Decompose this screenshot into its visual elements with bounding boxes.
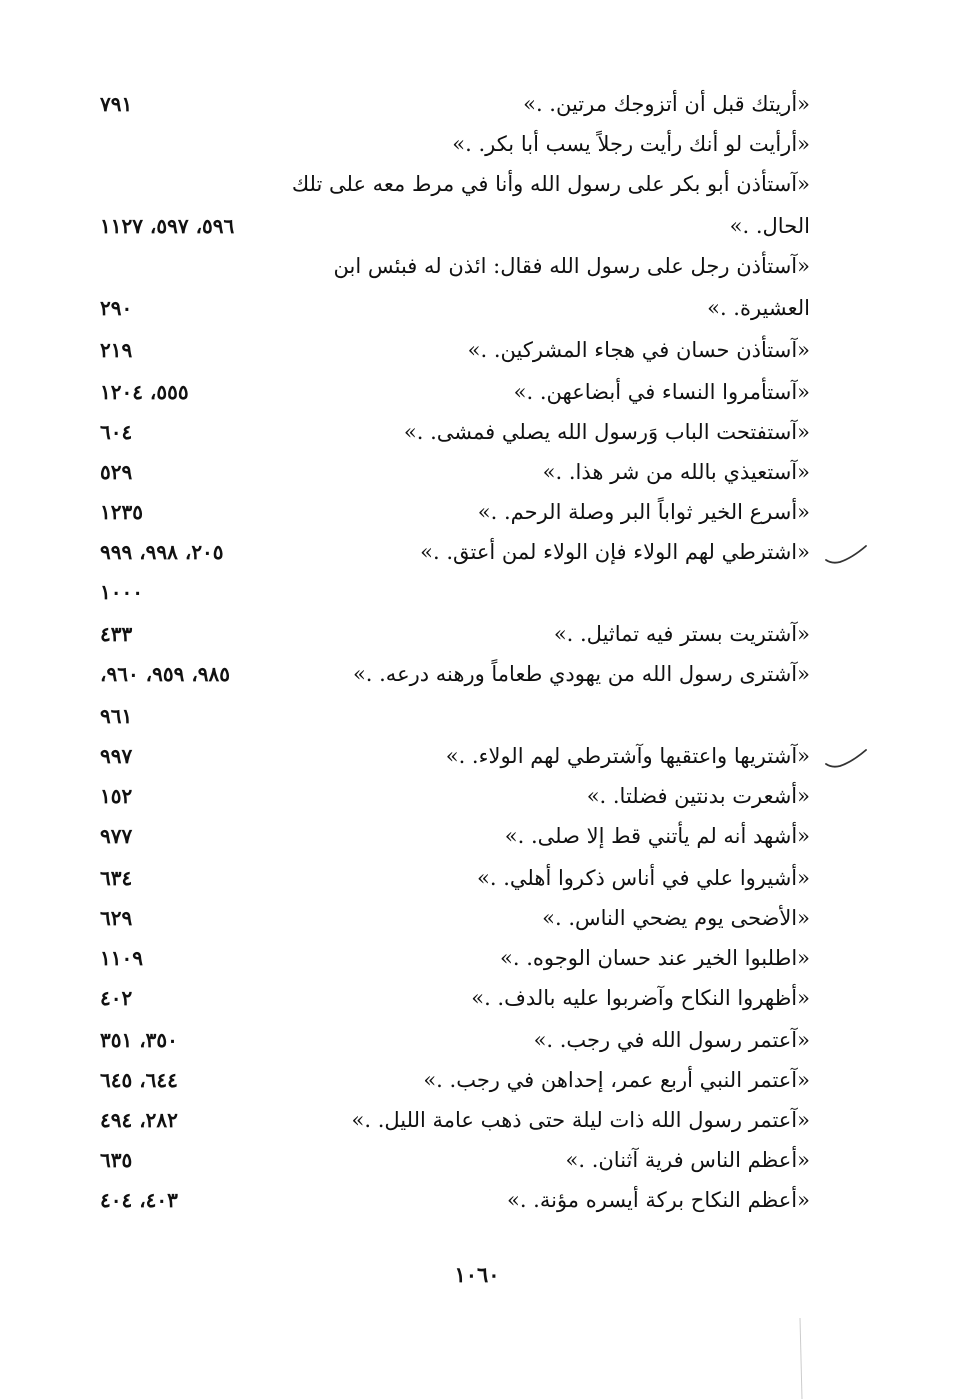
hadith-text: «آشتريت بستر فيه تماثيل. .» xyxy=(553,622,810,646)
page-references: ٤٠٣، ٤٠٤ xyxy=(100,1188,178,1212)
page-references: ٦٢٩ xyxy=(100,906,133,930)
hadith-text: «أشعرت بدنتين فضلتا. .» xyxy=(586,784,810,808)
hadith-text: «آشتريها واعتقيها وآشترطي لهم الولاء. .» xyxy=(445,744,810,768)
page-references: ٩٧٧ xyxy=(100,824,133,848)
hadith-text: «أشهد أنه لم يأتني قط إلا صلى. .» xyxy=(504,824,810,848)
handwritten-checkmark-icon xyxy=(822,542,870,568)
hadith-text: «أظهروا النكاح وآضربوا عليه بالدف. .» xyxy=(471,986,810,1010)
hadith-text: «آشترى رسول الله من يهودي طعاماً ورهنه درعه. .» xyxy=(352,662,810,686)
page-references: ١٥٢ xyxy=(100,784,133,808)
page-references: ٢١٩ xyxy=(100,338,133,362)
hadith-text: «آستعيذي بالله من شر هذا. .» xyxy=(542,460,810,484)
hadith-text: «آستأذن رجل على رسول الله فقال: ائذن له فبئس ابن xyxy=(333,254,810,278)
handwritten-checkmark-icon xyxy=(822,746,870,772)
page-references: ١١٠٩ xyxy=(100,946,143,970)
hadith-text: «أعظم الناس فرية آثنان. .» xyxy=(565,1148,810,1172)
page-references: ٤٠٢ xyxy=(100,986,133,1010)
page-references: ١٠٠٠ xyxy=(100,580,143,604)
hadith-text: «آستأمروا النساء في أبضاعهن. .» xyxy=(513,380,810,404)
hadith-text: «آستفتحت الباب وَرسول الله يصلي فمشى. .» xyxy=(403,420,810,444)
page-references: ٩٨٥، ٩٥٩، ٩٦٠، xyxy=(100,662,231,686)
page-references: ٢٠٥، ٩٩٨، ٩٩٩ xyxy=(100,540,224,564)
page-references: ٥٥٥، ١٢٠٤ xyxy=(100,380,189,404)
page-references: ٩٦١ xyxy=(100,704,133,728)
hadith-text: «آستأذن حسان في هجاء المشركين. .» xyxy=(467,338,810,362)
page-references: ٥٩٦، ٥٩٧، ١١٢٧ xyxy=(100,214,235,238)
page-references: ٩٩٧ xyxy=(100,744,133,768)
hadith-text: «أشيروا علي في أناس ذكروا أهلي. .» xyxy=(477,866,810,890)
page-references: ٣٥٠، ٣٥١ xyxy=(100,1028,178,1052)
hadith-text: «آعتمر رسول الله في رجب. .» xyxy=(533,1028,810,1052)
page-references: ٧٩١ xyxy=(100,92,133,116)
page-references: ٦٤٤، ٦٤٥ xyxy=(100,1068,178,1092)
hadith-text: «أعظم النكاح بركة أيسره مؤنة. .» xyxy=(506,1188,810,1212)
hadith-text: «الأضحى يوم يضحي الناس. .» xyxy=(542,906,810,930)
hadith-text: «أريتك قبل أن أتزوجك مرتين. .» xyxy=(523,92,810,116)
page-references: ٥٢٩ xyxy=(100,460,133,484)
page-references: ٢٨٢، ٤٩٤ xyxy=(100,1108,178,1132)
hadith-text: العشيرة. .» xyxy=(707,296,810,320)
page-number: ١٠٦٠ xyxy=(454,1262,500,1287)
page-references: ٦٠٤ xyxy=(100,420,133,444)
hadith-text: «اطلبوا الخير عند حسان الوجوه. .» xyxy=(500,946,810,970)
page-references: ٦٣٥ xyxy=(100,1148,133,1172)
page-references: ٦٣٤ xyxy=(100,866,133,890)
hadith-text: «آعتمر رسول الله ذات ليلة حتى ذهب عامة الليل. .» xyxy=(351,1108,810,1132)
hadith-text: الحال. .» xyxy=(729,214,810,238)
hadith-text: «اشترطي لهم الولاء فإن الولاء لمن أعتق. .» xyxy=(420,540,810,564)
page-references: ٢٩٠ xyxy=(100,296,133,320)
margin-scratch-mark xyxy=(780,1318,820,1399)
hadith-text: «آعتمر النبي أربع عمر، إحداهن في رجب. .» xyxy=(423,1068,810,1092)
hadith-text: «أرأيت لو أنك رأيت رجلاً يسب أبا بكر. .» xyxy=(452,132,810,156)
hadith-text: «أسرع الخير ثواباً البر وصلة الرحم. .» xyxy=(477,500,810,524)
page-references: ٤٣٣ xyxy=(100,622,133,646)
hadith-text: «آستأذن أبو بكر على رسول الله وأنا في مرط معه على تلك xyxy=(291,172,810,196)
page-references: ١٢٣٥ xyxy=(100,500,143,524)
